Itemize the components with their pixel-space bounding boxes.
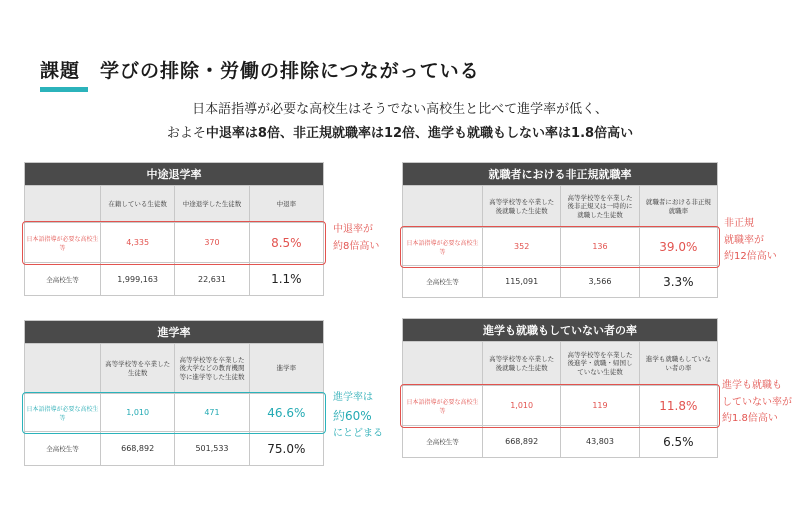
rate-cell: 46.6%	[249, 394, 323, 432]
neither-rate-table	[402, 318, 718, 458]
rate-cell: 11.8%	[639, 386, 717, 426]
table-cell: 115,091	[483, 266, 561, 298]
rate-cell: 75.0%	[249, 432, 323, 466]
row-label: 日本語指導が必要な高校生等	[25, 223, 101, 263]
advancement-rate-table	[24, 320, 324, 466]
row-label: 日本語指導が必要な高校生等	[403, 386, 483, 426]
header-cell: 高等学校等を卒業した後進学・就職・帰国していない生徒数	[561, 342, 639, 386]
table-cell: 1,010	[101, 394, 175, 432]
row-label: 日本語指導が必要な高校生等	[25, 394, 101, 432]
note-line: 約1.8倍高い	[722, 413, 778, 424]
table-cell: 471	[175, 394, 249, 432]
header-cell	[25, 186, 101, 223]
header-cell: 高等学校等を卒業した生徒数	[101, 344, 175, 394]
note-line: 約8倍高い	[333, 240, 380, 252]
advancement-note	[333, 390, 383, 443]
header-cell	[25, 344, 101, 394]
note-line: 約60%	[333, 408, 372, 423]
table-cell: 668,892	[483, 426, 561, 458]
header-cell: 中退率	[249, 186, 323, 223]
header-cell: 高等学校等を卒業した後就職した生徒数	[483, 186, 561, 228]
rate-cell: 39.0%	[639, 228, 717, 266]
table-title: 進学率	[25, 321, 324, 344]
table-row	[25, 432, 324, 466]
table-cell: 501,533	[175, 432, 249, 466]
row-label: 全高校生等	[403, 426, 483, 458]
note-line: にとどまる	[333, 428, 383, 440]
table-cell: 136	[561, 228, 639, 266]
note-line: していない率が	[722, 396, 792, 408]
note-line: 約12倍高い	[724, 251, 777, 262]
note-line: 中退率が	[333, 224, 373, 235]
title-underline	[40, 87, 88, 92]
table-cell: 22,631	[175, 263, 249, 296]
row-label: 全高校生等	[25, 263, 101, 296]
header-cell: 中途退学した生徒数	[175, 186, 249, 223]
rate-cell: 1.1%	[249, 263, 323, 296]
dropout-note	[333, 222, 379, 255]
header-cell: 進学も就職もしていない者の率	[639, 342, 717, 386]
table-cell: 352	[483, 228, 561, 266]
rate-cell: 3.3%	[639, 266, 717, 298]
table-row	[403, 426, 718, 458]
irregular-employment-table	[402, 162, 718, 298]
table-cell: 4,335	[101, 223, 175, 263]
table-cell: 370	[175, 223, 249, 263]
note-line: 就職率が	[724, 234, 764, 246]
neither-note	[722, 378, 792, 428]
table-row	[403, 266, 718, 298]
table-cell: 1,010	[483, 386, 561, 426]
table-row	[403, 228, 718, 266]
header-cell: 高等学校等を卒業した後就職した生徒数	[483, 342, 561, 386]
header-cell: 進学率	[249, 344, 323, 394]
rate-cell: 6.5%	[639, 426, 717, 458]
row-label: 日本語指導が必要な高校生等	[403, 228, 483, 266]
subtitle-line2	[0, 122, 800, 141]
subtitle-prefix: およそ	[166, 126, 206, 141]
row-label: 全高校生等	[25, 432, 101, 466]
subtitle-line1: 日本語指導が必要な高校生はそうでない高校生と比べて進学率が低く、	[192, 102, 608, 117]
table-cell: 43,803	[561, 426, 639, 458]
header-cell: 在籍している生徒数	[101, 186, 175, 223]
note-line: 非正規	[724, 218, 754, 229]
dropout-rate-table	[24, 162, 324, 296]
subtitle-emphasis: 中退率は8倍、非正規就職率は12倍、進学も就職もしない率は1.8倍高い	[205, 126, 634, 141]
table-row	[25, 263, 324, 296]
table-row	[403, 386, 718, 426]
table-title: 中途退学率	[25, 163, 324, 186]
header-cell: 高等学校等を卒業した後大学などの教育機関等に進学等した生徒数	[175, 344, 249, 394]
table-cell: 119	[561, 386, 639, 426]
table-title: 就職者における非正規就職率	[403, 163, 718, 186]
irregular-note	[724, 216, 777, 266]
note-line: 進学率は	[333, 392, 373, 403]
table-row	[25, 394, 324, 432]
row-label: 全高校生等	[403, 266, 483, 298]
note-line: 進学も就職も	[722, 380, 782, 391]
rate-cell: 8.5%	[249, 223, 323, 263]
header-cell	[403, 186, 483, 228]
table-row	[25, 223, 324, 263]
page-title: 課題 学びの排除・労働の排除につながっている	[40, 60, 480, 82]
table-cell: 3,566	[561, 266, 639, 298]
table-cell: 668,892	[101, 432, 175, 466]
table-cell: 1,999,163	[101, 263, 175, 296]
header-cell: 高等学校等を卒業した後非正規又は一時的に就職した生徒数	[561, 186, 639, 228]
header-cell: 就職者における非正規就職率	[639, 186, 717, 228]
header-cell	[403, 342, 483, 386]
table-title: 進学も就職もしていない者の率	[403, 319, 718, 342]
